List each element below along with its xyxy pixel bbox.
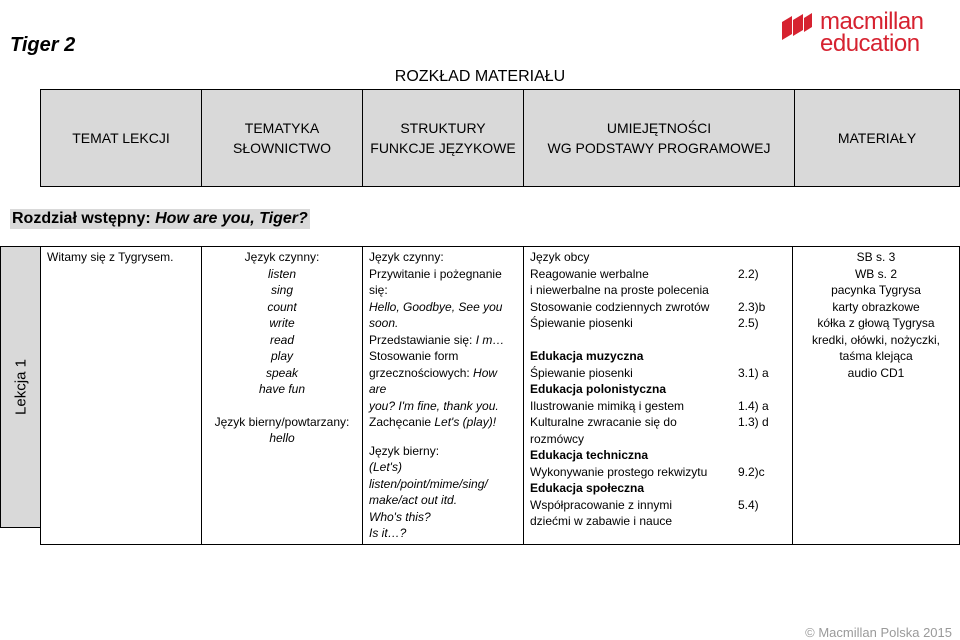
vocab-active-list	[208, 266, 356, 398]
publisher-logo	[780, 8, 955, 57]
skill-code	[738, 381, 788, 398]
list-item: listen	[267, 266, 296, 281]
list-item: kółka z głową Tygrysa	[817, 316, 935, 330]
lesson-label-cell	[0, 246, 41, 528]
structures-cell: Język czynny: Przywitanie i pożegnanie się: Hello, Goodbye, See you soon. Przedstawianie się: I m… Stosowanie form grzecznościowych: How are you? I'm fine, thank you. Zachęcanie Let's (play)! Język bierny: (Let's) listen/point/mime/sing/ make/act out itd. Who's this? Is it…?	[363, 247, 524, 545]
skill-text: Edukacja społeczna	[530, 481, 645, 495]
skill-row	[530, 348, 788, 365]
list-item: audio CD1	[847, 365, 905, 380]
skill-row	[530, 447, 788, 464]
vocabulary-cell: Język czynny: listen sing count write read play speak have fun Język bierny/powtarzany: hello	[202, 247, 363, 545]
skill-text: i niewerbalne na proste polecenia	[530, 283, 709, 297]
chapter-heading: Rozdział wstępny: How are you, Tiger?	[12, 210, 308, 227]
skill-row	[530, 365, 788, 382]
list-item: pacynka Tygrysa	[831, 283, 921, 297]
skill-code	[738, 282, 788, 299]
list-item: kredki, ołówki, nożyczki,	[811, 332, 941, 347]
skill-row	[530, 497, 788, 514]
list-item: karty obrazkowe	[832, 299, 920, 314]
list-item: play	[270, 349, 293, 363]
header-vocabulary: TEMATYKA SŁOWNICTWO	[202, 90, 363, 187]
list-item: sing	[270, 283, 293, 297]
skill-text: dziećmi w zabawie i nauce	[530, 514, 673, 528]
skill-row	[530, 249, 788, 266]
skill-text: Śpiewanie piosenki	[530, 365, 633, 380]
skill-code	[738, 447, 788, 464]
list-item: write	[269, 316, 295, 330]
list-item: WB s. 2	[854, 266, 897, 281]
header-skills: UMIEJĘTNOŚCI WG PODSTAWY PROGRAMOWEJ	[524, 90, 795, 187]
column-header-table	[40, 89, 960, 187]
skill-code: 2.5)	[738, 316, 759, 330]
skill-code	[738, 513, 788, 530]
list-item: count	[267, 299, 297, 314]
list-item: taśma klejąca	[839, 349, 913, 363]
lesson-table	[40, 246, 960, 545]
skill-text	[530, 332, 738, 349]
skills-cell	[524, 247, 793, 545]
materials-cell	[793, 247, 960, 545]
skill-row	[530, 266, 788, 283]
skill-text: Stosowanie codziennych zwrotów	[530, 299, 710, 314]
skill-row	[530, 282, 788, 299]
macmillan-logo-icon	[780, 12, 814, 42]
list-item: speak	[265, 365, 299, 380]
materials-list	[799, 249, 953, 381]
skill-row	[530, 513, 788, 530]
topic-cell: Witamy się z Tygrysem.	[41, 247, 202, 545]
skill-text: Kulturalne zwracanie się do	[530, 415, 677, 429]
document-title: Tiger 2	[10, 34, 76, 56]
vocab-passive-list	[208, 430, 356, 447]
document-heading: ROZKŁAD MATERIAŁU	[394, 68, 566, 85]
skill-text: Edukacja techniczna	[530, 448, 649, 462]
skill-text: Edukacja muzyczna	[530, 349, 644, 363]
header-topic: TEMAT LEKCJI	[41, 90, 202, 187]
skill-row	[530, 398, 788, 415]
skill-code	[738, 249, 788, 266]
skill-text: Śpiewanie piosenki	[530, 316, 633, 330]
skill-row	[530, 431, 788, 448]
skill-row	[530, 332, 788, 349]
skill-text: Edukacja polonistyczna	[530, 382, 667, 396]
skill-row	[530, 480, 788, 497]
skill-text: Współpracowanie z innymi	[530, 497, 673, 512]
skill-row	[530, 315, 788, 332]
table-row	[41, 247, 960, 545]
skill-text: Ilustrowanie mimiką i gestem	[530, 398, 685, 413]
skill-row	[530, 299, 788, 316]
skill-code: 2.2)	[738, 266, 759, 281]
header-materials: MATERIAŁY	[795, 90, 960, 187]
skill-code	[738, 332, 788, 349]
skill-row	[530, 464, 788, 481]
list-item: SB s. 3	[856, 250, 896, 264]
skill-row	[530, 381, 788, 398]
list-item: read	[269, 332, 295, 347]
skill-code: 5.4)	[738, 497, 759, 512]
lesson-label: Lekcja 1	[12, 359, 29, 415]
skill-text: Język obcy	[530, 250, 590, 264]
skill-text: rozmówcy	[530, 431, 585, 446]
skill-text: Reagowanie werbalne	[530, 266, 649, 281]
skill-code: 2.3)b	[738, 299, 766, 314]
skill-code: 9.2)c	[738, 464, 765, 479]
skill-code: 3.1) a	[738, 365, 769, 380]
copyright-footer: © Macmillan Polska 2015	[805, 625, 952, 640]
logo-text-macmillan: macmillan	[820, 8, 924, 35]
skill-code: 1.4) a	[738, 398, 769, 413]
skill-code	[738, 348, 788, 365]
list-item: hello	[269, 431, 295, 445]
skill-text: Wykonywanie prostego rekwizytu	[530, 464, 708, 479]
skill-code	[738, 431, 788, 448]
skills-list	[530, 249, 788, 530]
header-structures: STRUKTURY FUNKCJE JĘZYKOWE	[363, 90, 524, 187]
list-item: have fun	[258, 382, 306, 396]
skill-row	[530, 414, 788, 431]
skill-code: 1.3) d	[738, 415, 769, 429]
skill-code	[738, 480, 788, 497]
logo-text-education: education	[820, 30, 920, 57]
